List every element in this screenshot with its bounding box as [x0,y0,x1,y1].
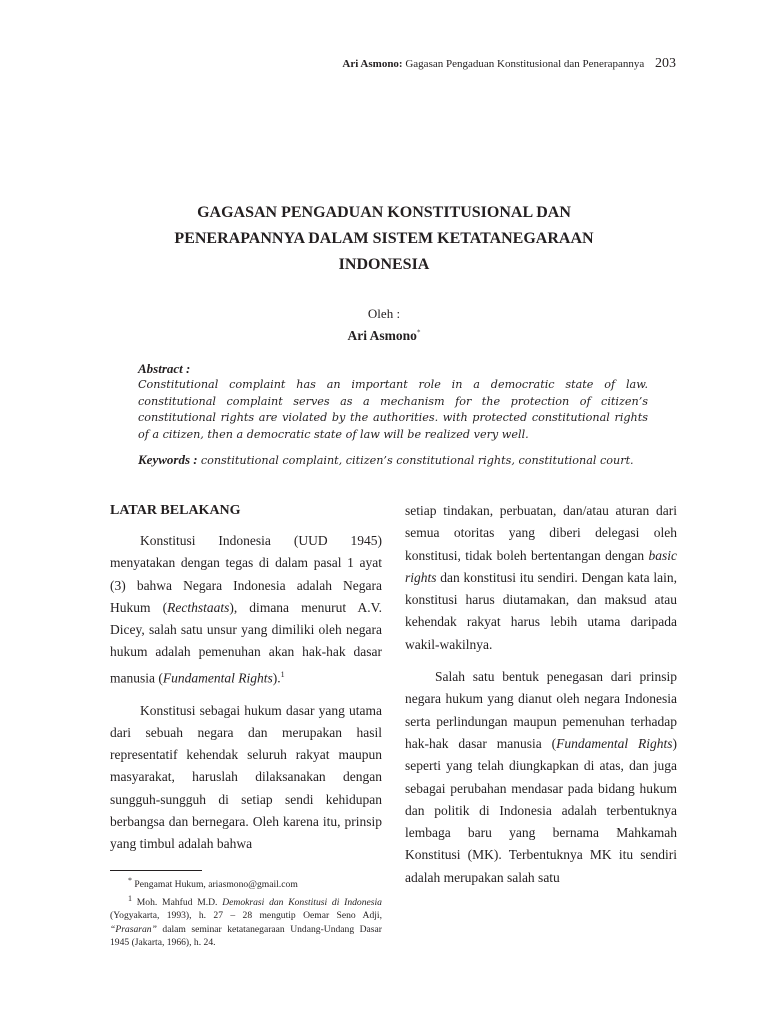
paragraph-1 [110,530,382,690]
keywords-text: constitutional complaint, citizen’s constitutional rights, constitutional court. [200,454,634,467]
abstract-text: Constitutional complaint has an important role in a democratic state of law. constitutional complaint serves as a mechanism for the protection of citizen’s constitutional rights are violated by the authorities. with protected constitutional rights of a citizen, then a democratic state of law will be realized very well. [138,378,648,441]
title-line-2: PENERAPANNYA DALAM SISTEM KETATANEGARAAN [174,230,594,247]
p4-italic-fundamental-rights: Fundamental Rights [556,735,673,751]
p1-text-c: ), dimana menurut A.V. Dicey, salah satu unsur yang dimiliki oleh negara hukum adalah pemenuhan akan hak-hak dasar manusia ( [110,599,382,686]
p3-text-c: dan konstitusi itu sendiri. Dengan kata lain, konstitusi harus diutamakan, dan maksud atau kehendak rakyat harus lebih utama daripada wakil-wakilnya. [405,569,677,652]
abstract [138,361,648,443]
p1-italic-rechtsstaat: Recthstaats [167,599,230,615]
fn1-text-c: (Yogyakarta, 1993), h. 27 – 28 mengutip Oemar Seno Adji, [110,910,382,922]
fn1-text-a: Moh. Mahfud M.D. [136,896,223,908]
header-article-title: Gagasan Pengaduan Konstitusional dan Penerapannya [405,58,645,70]
header-author: Ari Asmono: [342,58,403,70]
fn1-italic-prasaran: “Prasaran” [110,923,157,935]
byline-label: Oleh : [367,306,401,321]
keywords-label: Keywords [138,452,190,467]
p1-italic-fundamental-rights: Fundamental Rights [162,670,273,686]
abstract-heading: Abstract : [138,361,191,376]
right-column [405,500,677,899]
author-name [0,328,768,344]
author-footnote-mark: * [416,328,421,337]
article-title [110,200,658,278]
paragraph-4 [405,666,677,889]
footnote-star-mark: * [128,876,132,885]
footnote-author [110,874,382,892]
p1-text-a: Konstitusi Indonesia (UUD 1945) menyatakan dengan tegas di dalam pasal 1 ayat (3) bahwa Negara Indonesia adalah Negara Hukum ( [110,533,382,615]
p4-text-c: ) seperti yang telah diungkapkan di atas, dan juga sebagai perubahan mendasar pada bidang hukum dan politik di Indonesia adalah terbentuknya lembaga baru yang bernama Mahkamah Konstitusi (MK). Terbentuknya MK itu sendiri adalah merupakan salah satu [405,735,677,885]
paragraph-3 [405,500,677,656]
keywords-separator: : [190,452,201,467]
p3-text-a: setiap tindakan, perbuatan, dan/atau aturan dari semua otoritas yang diberi delegasi oleh konstitusi, tidak boleh bertentangan dengan [405,503,677,563]
title-line-1: GAGASAN PENGADUAN KONSTITUSIONAL DAN [197,204,571,221]
author-name-text: Ari Asmono [347,328,417,343]
fn1-text-e: dalam seminar ketatanegaraan Undang-Undang Dasar 1945 (Jakarta, 1966), h. 24. [110,923,382,949]
p3-italic-basic-rights: basic rights [405,547,677,585]
fn1-italic-book: Demokrasi dan Konstitusi di Indonesia [222,896,382,908]
section-heading: LATAR BELAKANG [110,503,241,518]
page-number: 203 [655,56,676,71]
footnote-divider [110,870,202,871]
running-header [342,56,676,72]
p4-text-a: Salah satu bentuk penegasan dari prinsip negara hukum yang dianut oleh negara Indonesia serta perlindungan maupun pemenuhan terhadap hak-hak dasar manusia ( [405,669,677,751]
keywords [138,452,658,468]
footnote-1-mark: 1 [128,893,132,903]
footnotes [110,874,382,950]
p1-text-e: ). [272,670,281,686]
footnote-1 [110,892,382,950]
left-column [110,500,382,866]
paragraph-2: Konstitusi sebagai hukum dasar yang utama dari sebuah negara dan merupakan hasil representatif kehendak seluruh rakyat maupun masyarakat, haruslah dilaksanakan dengan sungguh-sungguh di setiap sendi kehidupan berbangsa dan bernegara. Oleh karena itu, prinsip yang timbul adalah bahwa [110,702,382,852]
footnote-ref-1: 1 [280,669,285,679]
footnote-author-text: Pengamat Hukum, ariasmono@gmail.com [134,879,298,891]
title-line-3: INDONESIA [338,256,430,273]
